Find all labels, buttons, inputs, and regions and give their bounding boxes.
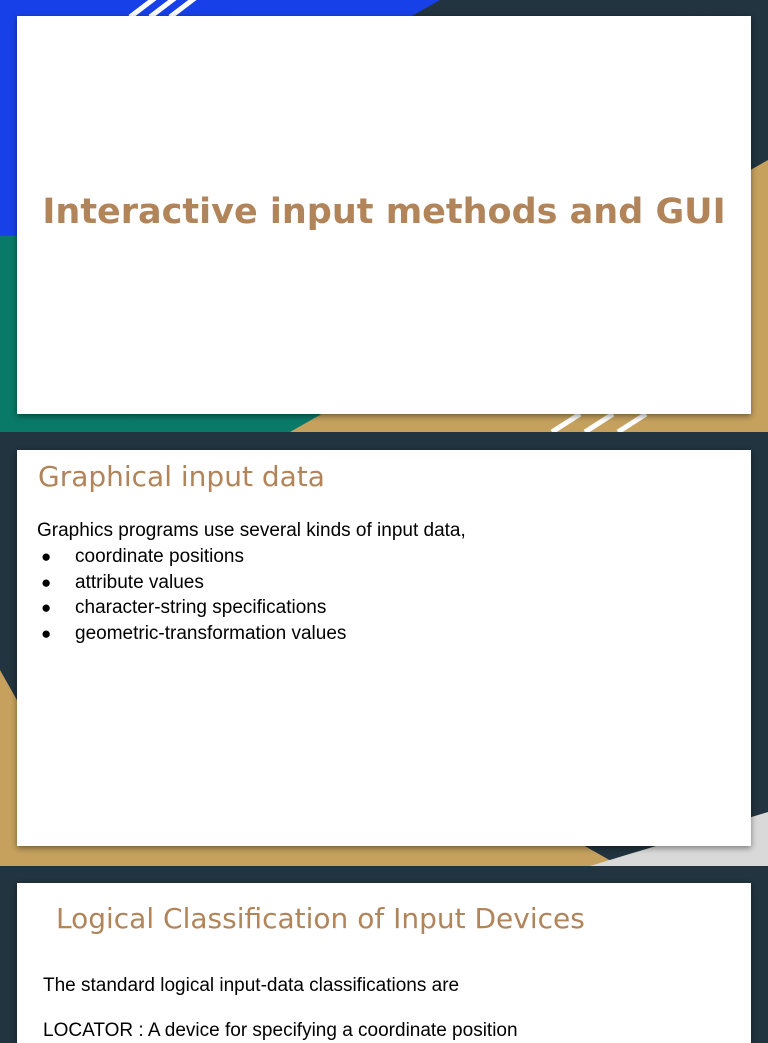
locator-definition-text: LOCATOR : A device for specifying a coordinate position bbox=[43, 1020, 518, 1041]
list-item: ● character-string specifications bbox=[37, 595, 346, 621]
list-item: ● geometric-transformation values bbox=[37, 621, 346, 647]
bullet-icon: ● bbox=[41, 598, 52, 617]
bullet-icon: ● bbox=[41, 572, 52, 592]
content-card bbox=[17, 883, 751, 1043]
slide-heading: Graphical input data bbox=[38, 460, 325, 493]
intro-text: The standard logical input-data classifications are bbox=[43, 975, 460, 996]
bullet-icon: ● bbox=[41, 547, 52, 566]
slide-title bbox=[0, 0, 768, 432]
slide-logical-classification bbox=[0, 866, 768, 1041]
bullet-icon: ● bbox=[41, 623, 52, 643]
slide-title-text: Interactive input methods and GUI bbox=[42, 192, 726, 232]
content-card bbox=[17, 450, 751, 846]
slide-graphical-input-data bbox=[0, 432, 768, 866]
list-item: ● coordinate positions bbox=[37, 544, 346, 570]
list-item: ● attribute values bbox=[37, 570, 346, 596]
intro-text: Graphics programs use several kinds of input data, bbox=[37, 520, 466, 541]
slide-heading: Logical Classification of Input Devices bbox=[56, 902, 585, 935]
title-card bbox=[17, 16, 751, 414]
bullet-list bbox=[37, 544, 346, 646]
